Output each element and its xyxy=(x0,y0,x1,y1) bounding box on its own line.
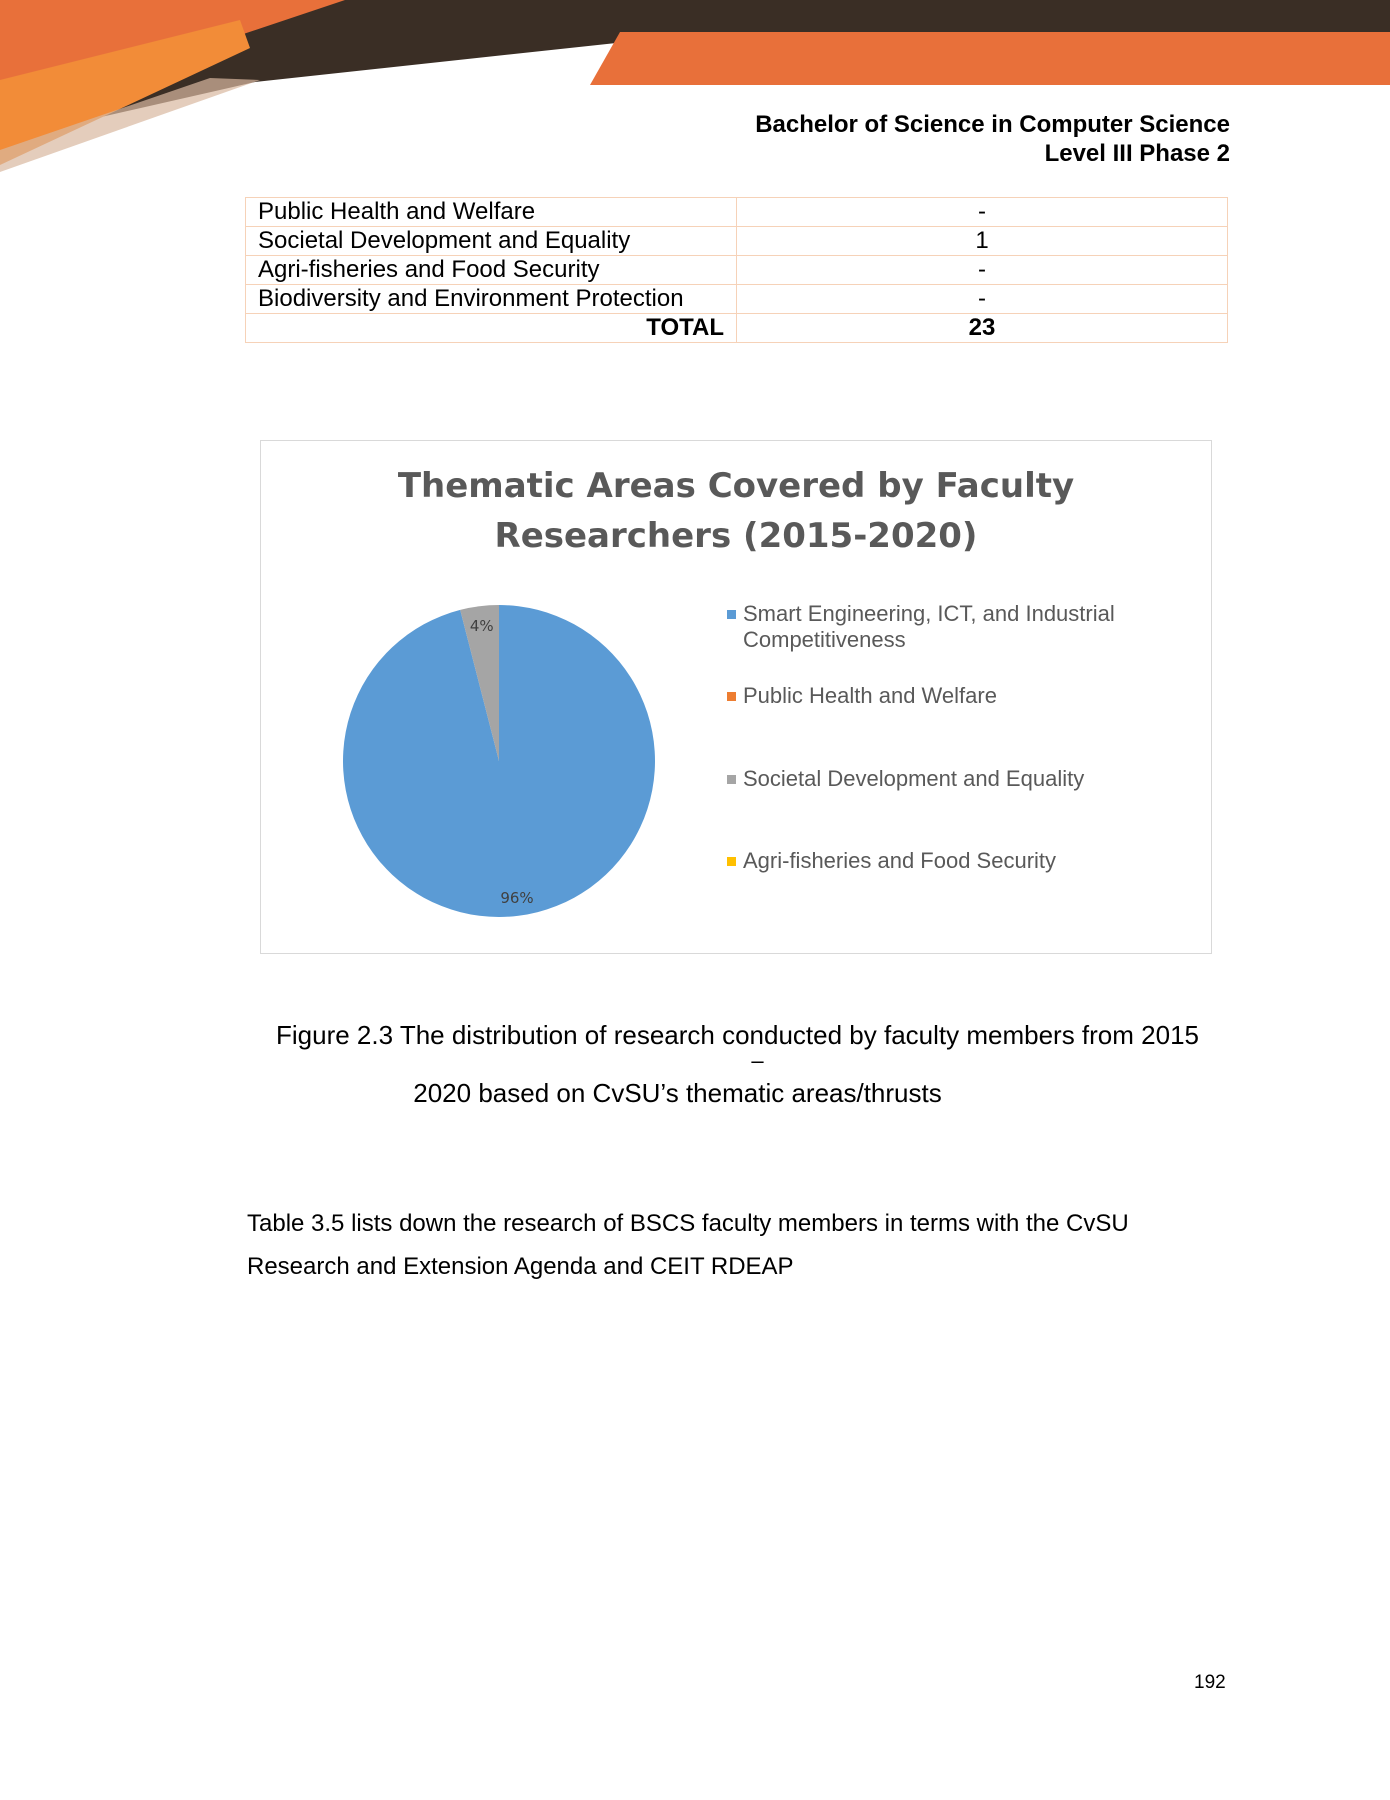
table-row xyxy=(246,198,1228,227)
count-cell: - xyxy=(737,285,1228,314)
table-total-row xyxy=(246,314,1228,343)
table-row xyxy=(246,227,1228,256)
pie-chart-frame xyxy=(260,440,1212,954)
area-cell: Public Health and Welfare xyxy=(246,198,737,227)
table-row xyxy=(246,285,1228,314)
legend-item xyxy=(727,766,1084,792)
total-value: 23 xyxy=(737,314,1228,343)
caption-line2: 2020 based on CvSU’s thematic areas/thrusts xyxy=(413,1078,942,1108)
legend-item xyxy=(727,683,997,709)
pie-data-label: 4% xyxy=(469,616,494,635)
paragraph-line2: Research and Extension Agenda and CEIT RDEAP xyxy=(247,1253,794,1280)
area-cell: Agri-fisheries and Food Security xyxy=(246,256,737,285)
level-phase: Level III Phase 2 xyxy=(1044,140,1230,167)
legend-item xyxy=(727,848,1056,874)
total-label: TOTAL xyxy=(246,314,737,343)
legend-item xyxy=(727,601,1187,653)
pie-slice-0 xyxy=(343,605,655,917)
page-number: 192 xyxy=(1194,1672,1226,1693)
document-header xyxy=(755,110,1230,168)
thematic-areas-table xyxy=(245,197,1228,343)
legend-label: Agri-fisheries and Food Security xyxy=(743,848,1057,873)
pie-data-label: 96% xyxy=(500,889,534,907)
legend-label: Societal Development and Equality xyxy=(743,766,1085,791)
count-cell: - xyxy=(737,256,1228,285)
body-paragraph xyxy=(247,1202,1247,1288)
table-row xyxy=(246,256,1228,285)
caption-line1: Figure 2.3 The distribution of research conducted by faculty members from 2015 xyxy=(276,1020,1199,1050)
legend-label: Smart Engineering, ICT, and Industrial Competitiveness xyxy=(743,601,1115,652)
area-cell: Biodiversity and Environment Protection xyxy=(246,285,737,314)
legend-label: Public Health and Welfare xyxy=(743,683,997,708)
program-title: Bachelor of Science in Computer Science xyxy=(755,111,1230,138)
paragraph-line1: Table 3.5 lists down the research of BSCS faculty members in terms with the CvSU xyxy=(247,1210,1129,1237)
caption-dash: – xyxy=(751,1048,764,1073)
chart-title-line1: Thematic Areas Covered by Faculty xyxy=(397,466,1075,506)
figure-caption xyxy=(250,1020,1225,1108)
legend-swatch xyxy=(727,775,736,784)
legend-swatch xyxy=(727,610,736,619)
legend-swatch xyxy=(727,857,736,866)
count-cell: 1 xyxy=(737,227,1228,256)
chart-title-line2: Researchers (2015-2020) xyxy=(494,516,978,556)
legend-swatch xyxy=(727,692,736,701)
area-cell: Societal Development and Equality xyxy=(246,227,737,256)
count-cell: - xyxy=(737,198,1228,227)
